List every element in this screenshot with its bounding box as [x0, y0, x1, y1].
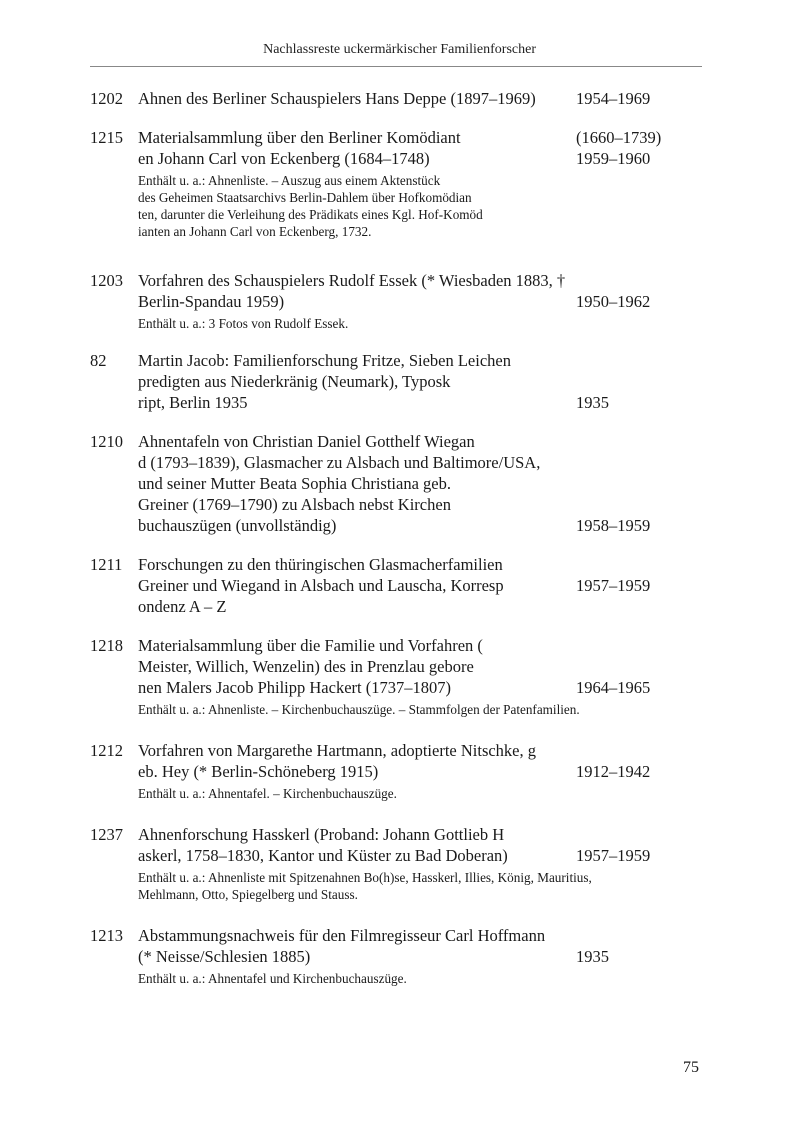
entry-body — [138, 824, 592, 903]
catalog-entry — [90, 431, 702, 536]
entry-number: 1237 — [90, 825, 123, 844]
entry-notes: Enthält u. a.: 3 Fotos von Rudolf Essek. — [138, 316, 349, 331]
page-number: 75 — [683, 1059, 699, 1076]
entry-number: 1210 — [90, 432, 123, 451]
entry-notes: Enthält u. a.: Ahnentafel. – Kirchenbuchauszüge. — [138, 786, 397, 801]
entry-notes: Enthält u. a.: Ahnentafel und Kirchenbuchauszüge. — [138, 971, 407, 986]
entry-title: Forschungen zu den thüringischen Glasmacherfamilien Greiner und Wiegand in Alsbach und Lauscha, Korresp ondenz A – Z — [138, 555, 504, 616]
entry-number: 1215 — [90, 128, 123, 147]
entry-body — [138, 554, 572, 617]
entry-date-range: 1964–1965 — [576, 678, 651, 697]
catalog-entry — [90, 88, 702, 109]
entry-number: 1203 — [90, 271, 123, 290]
entry-title: Vorfahren von Margarethe Hartmann, adoptierte Nitschke, g eb. Hey (* Berlin-Schöneberg 1915) — [138, 741, 537, 781]
entry-date-range: 1957–1959 — [576, 846, 651, 865]
entry-date-range: 1958–1959 — [576, 516, 651, 535]
entry-body — [138, 925, 572, 987]
catalog-entry — [90, 350, 702, 413]
entry-number: 1218 — [90, 636, 123, 655]
header-rule — [90, 66, 702, 67]
entry-body — [138, 740, 572, 802]
catalog-entry — [90, 554, 702, 617]
running-header — [90, 42, 700, 58]
entry-body — [138, 270, 572, 332]
entry-notes: Enthält u. a.: Ahnenliste. – Auszug aus einem Aktenstück des Geheimen Staatsarchivs Berlin-Dahlem über Hofkomödian ten, darunter die Verleihung des Prädikats eines Kgl. Hof-Komöd ianten an Johann Carl von Eckenberg, 1732. — [138, 173, 483, 239]
entry-date-range: 1912–1942 — [576, 762, 651, 781]
entry-date-range: 1935 — [576, 947, 609, 966]
entry-body — [138, 127, 572, 240]
entry-date-range: 1950–1962 — [576, 292, 651, 311]
entry-title: Ahnentafeln von Christian Daniel Gotthelf Wiegan d (1793–1839), Glasmacher zu Alsbach und Baltimore/USA, und seiner Mutter Beata Sophia Christiana geb. Greiner (1769–1790) zu Alsbach nebst Kirchen buchauszügen (unvollständig) — [138, 432, 541, 535]
entry-date-range: 1954–1969 — [576, 89, 651, 108]
catalog-entry — [90, 925, 702, 987]
entry-number: 1212 — [90, 741, 123, 760]
catalog-entries — [90, 88, 702, 987]
entry-title: Vorfahren des Schauspielers Rudolf Essek (* Wiesbaden 1883, † Berlin-Spandau 1959) — [138, 271, 566, 311]
entry-date-range: (1660–1739) 1959–1960 — [576, 128, 662, 168]
catalog-entry — [90, 270, 702, 332]
running-title: Nachlassreste uckermärkischer Familienforscher — [263, 42, 536, 57]
entry-body — [138, 88, 572, 109]
entry-body — [138, 431, 572, 536]
entry-body — [138, 635, 580, 718]
entry-date-range: 1935 — [576, 393, 609, 412]
catalog-entry — [90, 824, 702, 903]
entry-body — [138, 350, 572, 413]
entry-title: Ahnen des Berliner Schauspielers Hans Deppe (1897–1969) — [138, 89, 536, 108]
entry-notes: Enthält u. a.: Ahnenliste mit Spitzenahnen Bo(h)se, Hasskerl, Illies, König, Mauritius, Mehlmann, Otto, Spiegelberg und Stauss. — [138, 870, 592, 902]
catalog-entry — [90, 635, 702, 718]
catalog-entry — [90, 740, 702, 802]
entry-date-range: 1957–1959 — [576, 576, 651, 595]
entry-title: Materialsammlung über den Berliner Komödiant en Johann Carl von Eckenberg (1684–1748) — [138, 128, 461, 168]
entry-number: 82 — [90, 351, 107, 370]
entry-title: Materialsammlung über die Familie und Vorfahren ( Meister, Willich, Wenzelin) des in Prenzlau gebore nen Malers Jacob Philipp Hackert (1737–1807) — [138, 636, 483, 697]
catalog-entry — [90, 127, 702, 240]
entry-title: Abstammungsnachweis für den Filmregisseur Carl Hoffmann (* Neisse/Schlesien 1885) — [138, 926, 546, 966]
entry-number: 1213 — [90, 926, 123, 945]
entry-notes: Enthält u. a.: Ahnenliste. – Kirchenbuchauszüge. – Stammfolgen der Patenfamilien. — [138, 702, 580, 717]
entry-title: Ahnenforschung Hasskerl (Proband: Johann Gottlieb H askerl, 1758–1830, Kantor und Küster zu Bad Doberan) — [138, 825, 508, 865]
entry-number: 1211 — [90, 555, 123, 574]
entry-number: 1202 — [90, 89, 123, 108]
entry-title: Martin Jacob: Familienforschung Fritze, Sieben Leichen predigten aus Niederkränig (Neumark), Typosk ript, Berlin 1935 — [138, 351, 511, 412]
